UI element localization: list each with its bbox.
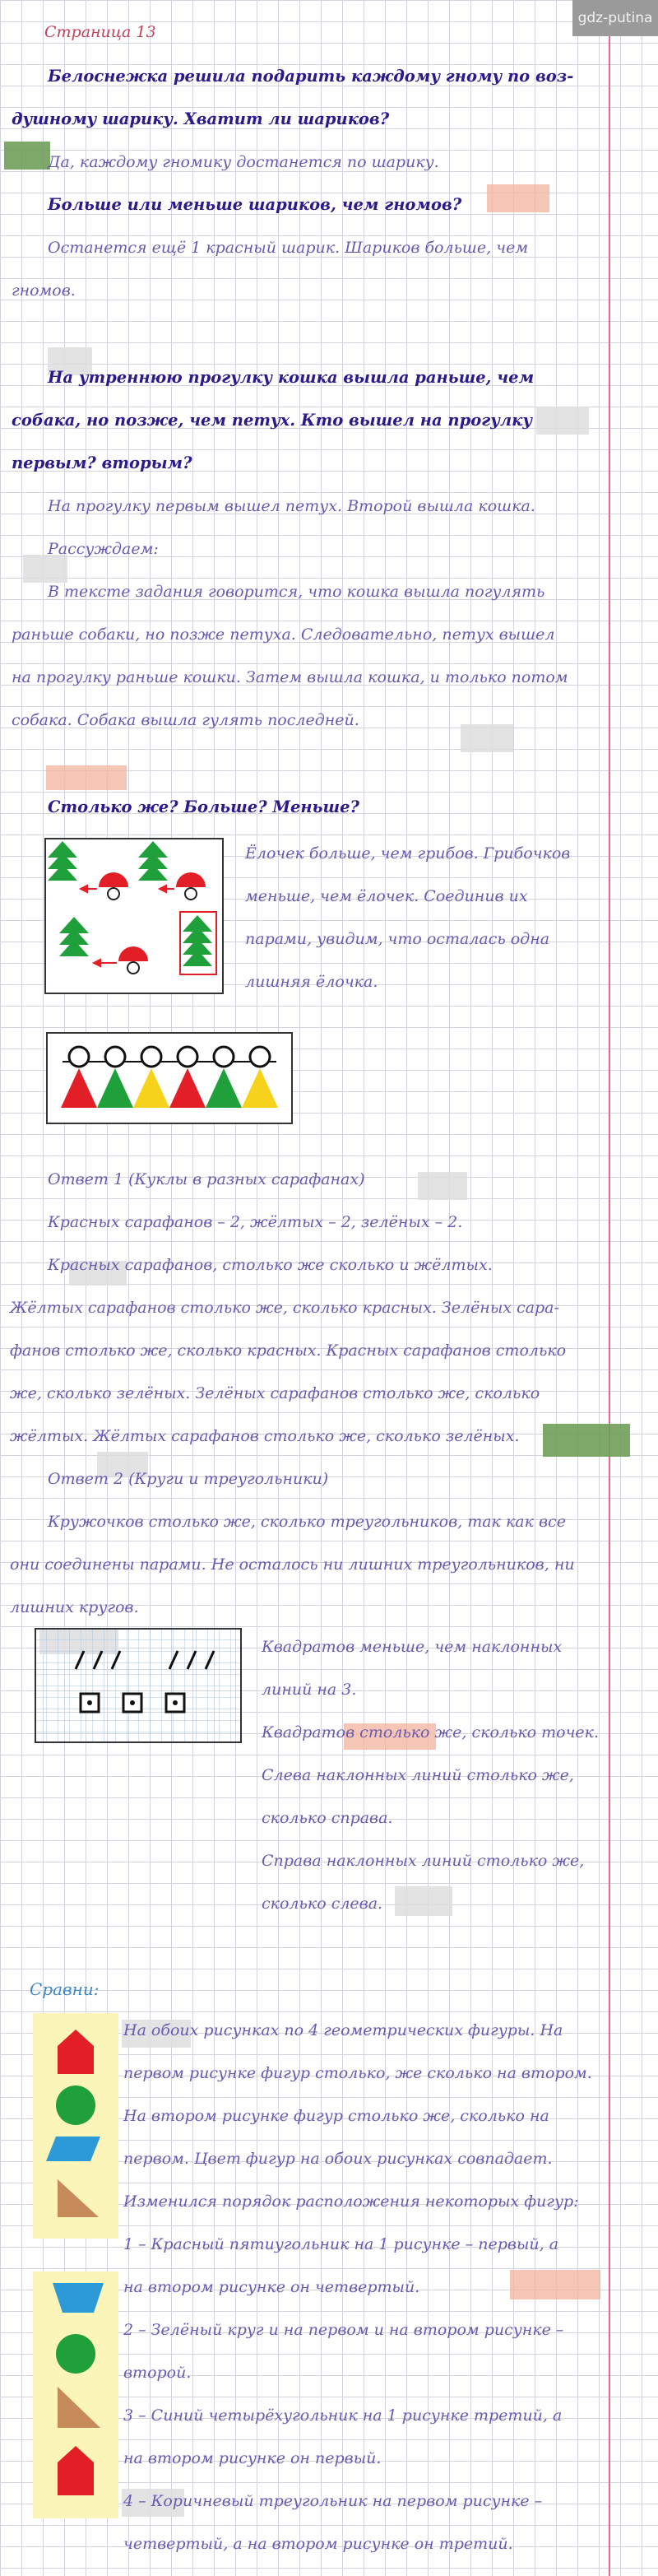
ex2-reasoning-line: раньше собаки, но позже петуха. Следовательно, петух вышел [12, 625, 555, 644]
blue-trapezoid-icon [46, 2137, 100, 2161]
ex2-reasoning-line: на прогулку раньше кошки. Затем вышла кошка, и только потом [12, 668, 568, 686]
green-circle-icon [56, 2085, 95, 2125]
green-sticker [543, 1424, 630, 1457]
answer1-line: жёлтых. Жёлтых сарафанов столько же, сколько зелёных. [10, 1427, 520, 1445]
grey-sticker [536, 407, 589, 435]
ex2-answer: На прогулку первым вышел петух. Второй вышла кошка. [48, 497, 535, 515]
answer1-line: Красных сарафанов, столько же сколько и жёлтых. [48, 1256, 493, 1274]
ex4-line: первом. Цвет фигур на обоих рисунках совпадает. [123, 2150, 553, 2168]
ex4-line: На обоих рисунках по 4 геометрических фигуры. На [123, 2021, 563, 2039]
squares-text-line: линий на 3. [262, 1681, 357, 1699]
squares-lines-figure [35, 1628, 242, 1743]
grey-sticker [461, 724, 513, 752]
ex4-line: первом рисунке фигур столько, же сколько на втором. [123, 2064, 592, 2082]
squares-text-line: сколько справа. [262, 1809, 393, 1827]
red-pentagon-icon [58, 2446, 94, 2495]
answer2-label: Ответ 2 (Круги и треугольники) [48, 1470, 329, 1488]
ex1-answer: Да, каждому гномику достанется по шарику. [48, 153, 439, 171]
green-sticker [4, 142, 50, 170]
ex4-line: 4 – Коричневый треугольник на первом рисунке – [123, 2492, 543, 2510]
ex4-line: на втором рисунке он первый. [123, 2449, 382, 2467]
tree-text-line: парами, увидим, что осталась одна [245, 930, 550, 948]
squares-text-line: Квадратов меньше, чем наклонных [262, 1638, 563, 1656]
trees-mushrooms-figure [44, 838, 224, 994]
ex3-question: Столько же? Больше? Меньше? [48, 797, 359, 816]
ex1-answer2-line: Останется ещё 1 красный шарик. Шариков больше, чем [48, 239, 529, 257]
figures-set-2 [33, 2271, 118, 2518]
circle-icon [250, 1047, 270, 1067]
peach-sticker [510, 2270, 600, 2299]
ex4-line: четвертый, а на втором рисунке он третий. [123, 2535, 513, 2553]
answer1-line: же, сколько зелёных. Зелёных сарафанов столько же, сколько [10, 1384, 540, 1402]
ex2-question-line: собака, но позже, чем петух. Кто вышел на прогулку [12, 411, 532, 430]
ex4-line: на втором рисунке он четвертый. [123, 2278, 420, 2296]
tree-text-line: меньше, чем ёлочек. Соединив их [245, 887, 528, 905]
ex4-line: 1 – Красный пятиугольник на 1 рисунке – первый, а [123, 2235, 559, 2253]
ex4-line: Изменился порядок расположения некоторых фигур: [123, 2192, 579, 2211]
squares-text-line: сколько слева. [262, 1895, 383, 1913]
ex4-line: 2 – Зелёный круг и на первом и на втором рисунке – [123, 2321, 564, 2339]
red-pentagon-icon [58, 2030, 94, 2074]
circle-icon [178, 1047, 197, 1067]
brown-triangle-icon [58, 2387, 100, 2428]
grey-sticker [395, 1886, 452, 1916]
answer2-line: Кружочков столько же, сколько треугольников, так как все [48, 1513, 566, 1531]
blue-trapezoid-icon [53, 2283, 104, 2313]
answer1-line: Красных сарафанов – 2, жёлтых – 2, зелёных – 2. [48, 1213, 463, 1231]
ex2-reasoning-line: собака. Собака вышла гулять последней. [12, 711, 359, 729]
ex1-question2: Больше или меньше шариков, чем гномов? [48, 195, 462, 214]
figures-strip [33, 2013, 118, 2239]
squares-text-line: Справа наклонных линий столько же, [262, 1852, 585, 1870]
figures-set-1 [33, 2013, 118, 2239]
ex4-title: Сравни: [30, 1979, 100, 1999]
peach-sticker [46, 765, 127, 790]
squares-text-line: Слева наклонных линий столько же, [262, 1766, 574, 1784]
ex4-line: второй. [123, 2364, 192, 2382]
figures-strip [33, 2271, 118, 2518]
ex1-question-line: Белоснежка решила подарить каждому гному по воз- [48, 67, 574, 86]
ex2-reasoning-line: В тексте задания говорится, что кошка вышла погулять [48, 583, 545, 601]
ex2-question-line: На утреннюю прогулку кошка вышла раньше, чем [48, 368, 535, 387]
peach-sticker [487, 184, 549, 212]
circle-icon [141, 1047, 161, 1067]
tree-text-line: лишняя ёлочка. [245, 973, 378, 991]
answer2-line: лишних кругов. [10, 1598, 139, 1616]
tree-text-line: Ёлочек больше, чем грибов. Грибочков [245, 844, 571, 863]
squares-text-line: Квадратов столько же, сколько точек. [262, 1723, 600, 1741]
circle-icon [105, 1047, 125, 1067]
ex2-reasoning-label: Рассуждаем: [48, 540, 159, 558]
answer1-line: Жёлтых сарафанов столько же, сколько красных. Зелёных сара- [10, 1299, 559, 1317]
green-circle-icon [56, 2334, 95, 2374]
ex4-line: 3 – Синий четырёхугольник на 1 рисунке третий, а [123, 2406, 563, 2425]
answer2-line: они соединены парами. Не осталось ни лишних треугольников, ни [10, 1555, 575, 1574]
brown-triangle-icon [58, 2179, 99, 2217]
answer1-label: Ответ 1 (Куклы в разных сарафанах) [48, 1170, 365, 1188]
ex1-question-line: душному шарику. Хватит ли шариков? [12, 109, 390, 128]
ex2-question-line: первым? вторым? [12, 453, 192, 472]
circle-icon [214, 1047, 234, 1067]
ex4-line: На втором рисунке фигур столько же, сколько на [123, 2107, 549, 2125]
margin-line [609, 0, 610, 2576]
answer1-line: фанов столько же, сколько красных. Красных сарафанов столько [10, 1341, 567, 1360]
circles-triangles-figure [46, 1032, 293, 1124]
grey-sticker [418, 1172, 467, 1200]
page-title: Страница 13 [44, 23, 156, 41]
ex1-answer2-line: гномов. [12, 281, 76, 300]
watermark: gdz-putina [572, 0, 658, 36]
circle-icon [69, 1047, 89, 1067]
